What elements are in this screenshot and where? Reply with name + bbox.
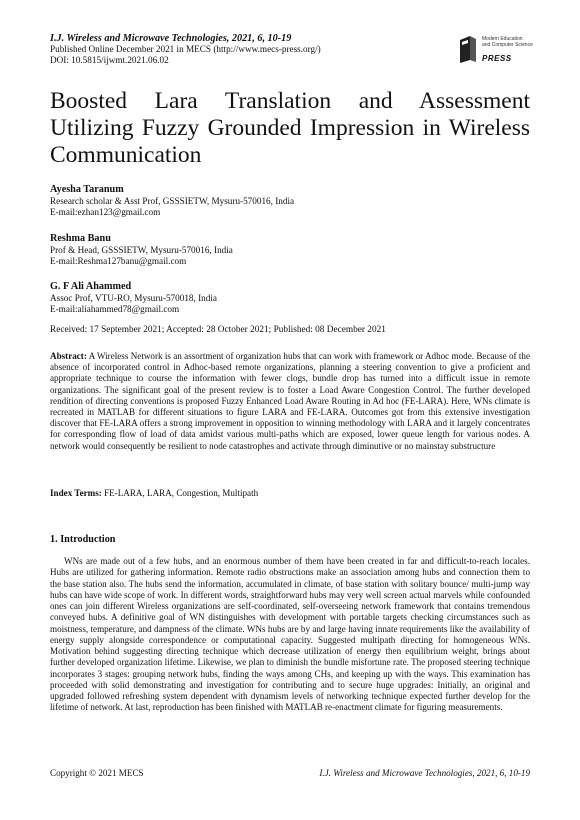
- author-affiliation: Prof & Head, GSSSIETW, Mysuru-570016, India: [50, 245, 233, 255]
- index-terms-text: FE-LARA, LARA, Congestion, Multipath: [101, 488, 259, 498]
- published-line: Published Online December 2021 in MECS (http://www.mecs-press.org/): [50, 44, 321, 54]
- section-heading: 1. Introduction: [50, 534, 116, 545]
- abstract-label: Abstract:: [50, 351, 87, 361]
- doi-line: DOI: 10.5815/ijwmt.2021.06.02: [50, 55, 169, 65]
- logo-press: PRESS: [482, 54, 512, 63]
- author-email: E-mail:aliahammed78@gmail.com: [50, 304, 180, 314]
- book-icon: [458, 34, 478, 64]
- dates-line: Received: 17 September 2021; Accepted: 28 October 2021; Published: 08 December 2021: [50, 325, 386, 335]
- abstract-text: A Wireless Network is an assortment of organization hubs that can work with framework or Adhoc mode. Because of the absence of incorporated control in Adhoc-based remote organizations, planning a steering convention to give a proficient and appropriate technique to course the information with fewer clogs, bundle drop has turned into a difficult issue in remote organizations. The significant goal of the present review is to foster a Load Aware Congestion Control. The further developed rendition of directing conventions is proposed Fuzzy Enhanced Load Aware Routing in Ad hoc (FE-LARA). Here, WNs climate is recreated in MATLAB for different situations to figure LARA and FE-LARA. Outcomes got from this extensive investigation discover that FE-LARA offers a strong improvement in opposition to winning methodology with LARA and it largely concentrates for corresponding flow of load of data amidst various multi-paths which are exposed, lower queue length for various nodes. A network would consequently be resilient to node catastrophes and activate through diminutive or no mainstay substructure: [50, 351, 530, 451]
- footer-copyright: Copyright © 2021 MECS: [50, 768, 144, 778]
- author-email: E-mail:Reshma127banu@gmail.com: [50, 256, 187, 266]
- publisher-logo: [458, 30, 538, 70]
- index-terms: [50, 488, 530, 498]
- author-affiliation: Research scholar & Asst Prof, GSSSIETW, Mysuru-570016, India: [50, 196, 295, 206]
- logo-line1: Modern Education: [482, 36, 523, 42]
- author-block: [50, 281, 530, 315]
- author-email: E-mail:ezhan123@gmail.com: [50, 207, 161, 217]
- author-affiliation: Assoc Prof, VTU-RO, Mysuru-570018, India: [50, 293, 217, 303]
- title-rest: Utilizing Fuzzy Grounded Impression in Wireless Communication: [50, 115, 530, 168]
- author-block: [50, 233, 530, 267]
- index-terms-label: Index Terms:: [50, 488, 102, 498]
- journal-info: 2021, 6, 10-19: [229, 33, 292, 44]
- logo-line2: and Computer Science: [482, 42, 533, 48]
- introduction-paragraph: WNs are made out of a few hubs, and an enormous number of them have been created in far and difficult-to-reach locales. Hubs are utilized for gathering information. Remote radio obstructions make an association among hubs and connection them to the base station also. The hubs send the information, accumulated in climate, of base station with solitary bounce/ multi-jump way hubs can have wide scope of work. In different words, straightforward hubs may very well screen actual marvels while confounded ones can join different Wireless organizations are self-coordinated, self-overseeing network framework that contains tremendous conveyed hubs. A definitive goal of WN distinguishes with development with portable targets checking circumstances such as moistness, temperature, and dampness of the climate. WNs hubs are by and large having innate requirements like the availability of energy supply alongside correspondence or computational capacity. Suggested multipath directing for homogeneous WNs. Motivation behind suggesting directing technique which decrease utilization of energy then equilibrium weight, brings about further developed organization lifetime. Likewise, we plan to diminish the bundle misfortune rate. The proposed steering technique incorporates 3 stages: grouping network hubs, finding the ways among CHs, and keeping up with the ways. This examination has proceeded with solid demonstrating and investigation for contributing and to secure huge upgrades: Initially, an original and upgraded followed refreshing system dependent with dynamism levels of networking technique expected further develop for the lifetime of network. At last, reproduction has been finished with MATLAB re-enactment climate for figuring measurements.: [50, 556, 530, 713]
- author-name: G. F Ali Ahammed: [50, 281, 132, 292]
- page-footer: [50, 768, 530, 778]
- footer-journal: I.J. Wireless and Microwave Technologies, 2021, 6, 10-19: [319, 768, 530, 778]
- author-block: [50, 184, 530, 218]
- journal-header: [50, 33, 450, 66]
- author-name: Ayesha Taranum: [50, 184, 124, 195]
- journal-name: I.J. Wireless and Microwave Technologies,: [50, 33, 230, 44]
- abstract: [50, 351, 530, 452]
- author-name: Reshma Banu: [50, 233, 111, 244]
- paper-title: [50, 88, 530, 169]
- title-line1: Boosted Lara Translation and Assessment: [50, 88, 530, 114]
